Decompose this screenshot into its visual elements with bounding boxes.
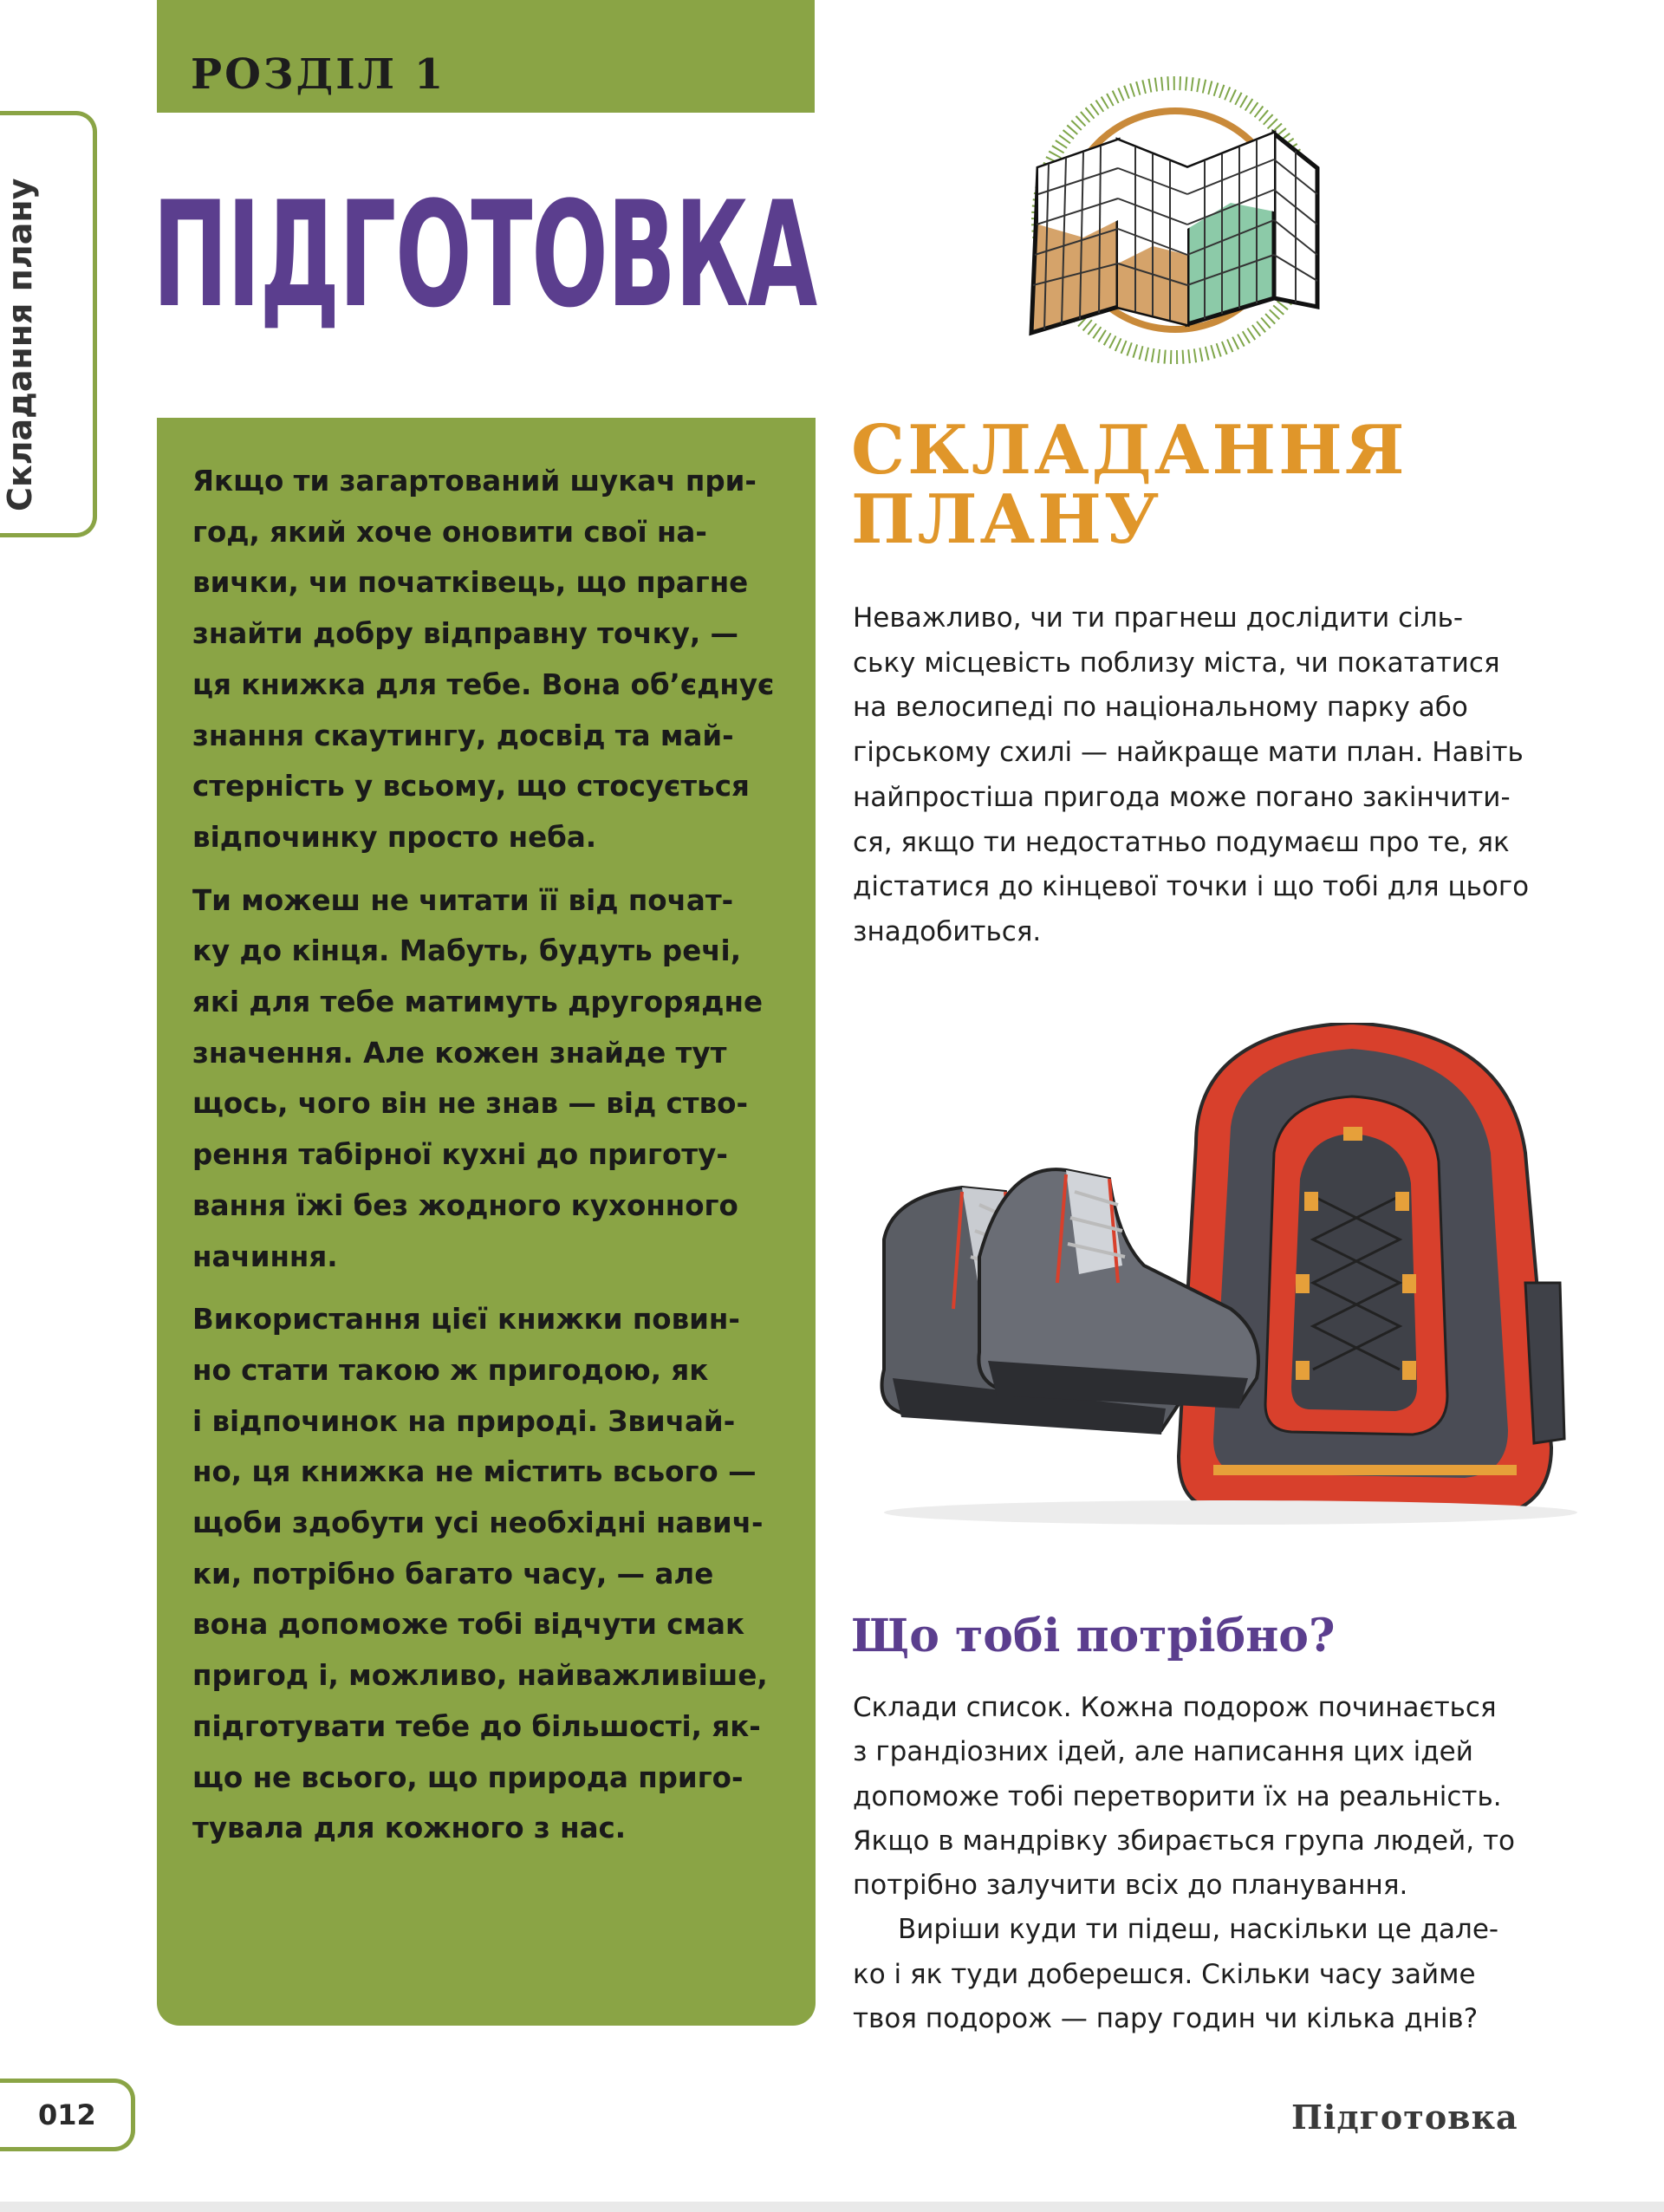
backpack-image [1179,1023,1564,1517]
subsection-paragraph-1: Склади список. Кожна подорож починається з грандіозних ідей, але написання цих ідей допоможе тобі перетворити їх на реальність. Якщо в мандрівку збирається група людей, то потрібно залучити всіх до планування. [853,1692,1516,1902]
side-tab-label: Складання плану [1,178,39,511]
subsection-heading: Що тобі потрібно? [851,1610,1336,1662]
running-footer-title: Підготовка [1291,2098,1518,2137]
subsection-paragraph-2: Виріши куди ти підеш, наскільки це дале- ко і як туди доберешся. Скільки часу займе твоя подорож — пару годин чи кілька днів? [853,1914,1499,2035]
folded-map-icon [1014,73,1336,368]
bottom-rule [0,2202,1664,2212]
section-heading: СКЛАДАННЯ ПЛАНУ [851,411,1407,559]
intro-paragraph-3: Використання цієї книжки повин- но стати такою ж пригодою, як і відпочинок на природі. Звичай- но, ця книжка не містить всього — щоби здобути усі необхідні навич- ки, потрібно багато часу, — але вона допоможе тобі відчути смак пригод і, можливо, найважливіше, підготувати тебе до більшості, як- що не всього, що природа приго- тувала для кожного з нас. [192,1303,768,1845]
subsection-text [853,1686,1529,2041]
page-title: ПІДГОТОВКА [153,170,816,340]
chapter-label: РОЗДІЛ 1 [191,50,446,99]
intro-paragraph-1: Якщо ти загартований шукач при- год, який хоче оновити свої на- вички, чи початківець, що прагне знайти добру відправну точку, — ця книжка для тебе. Вона об’єднує знання скаутингу, досвід та май- стерність у всьому, що стосується відпочинку просто неба. [192,465,775,854]
intro-paragraph-2: Ти можеш не читати її від почат- ку до кінця. Мабуть, будуть речі, які для тебе матимуть другорядне значення. Але кожен знайде тут щось, чого він не знав — від ство- рення табірної кухні до приготу- вання їжі без жодного кухонного начиння. [192,883,763,1273]
boots-and-backpack-illustration [867,1023,1577,1534]
intro-text [192,456,782,1854]
section-body: Неважливо, чи ти прагнеш дослідити сіль- ську місцевість поблизу міста, чи покататися на велосипеді по національному парку або гірському схилі — найкраще мати план. Навіть найпростіша пригода може погано закінчити- ся, якщо ти недостатньо подумаєш про те, як дістатися до кінцевої точки і що тобі для цього знадобиться. [853,602,1530,947]
page-number: 012 [0,2079,135,2151]
